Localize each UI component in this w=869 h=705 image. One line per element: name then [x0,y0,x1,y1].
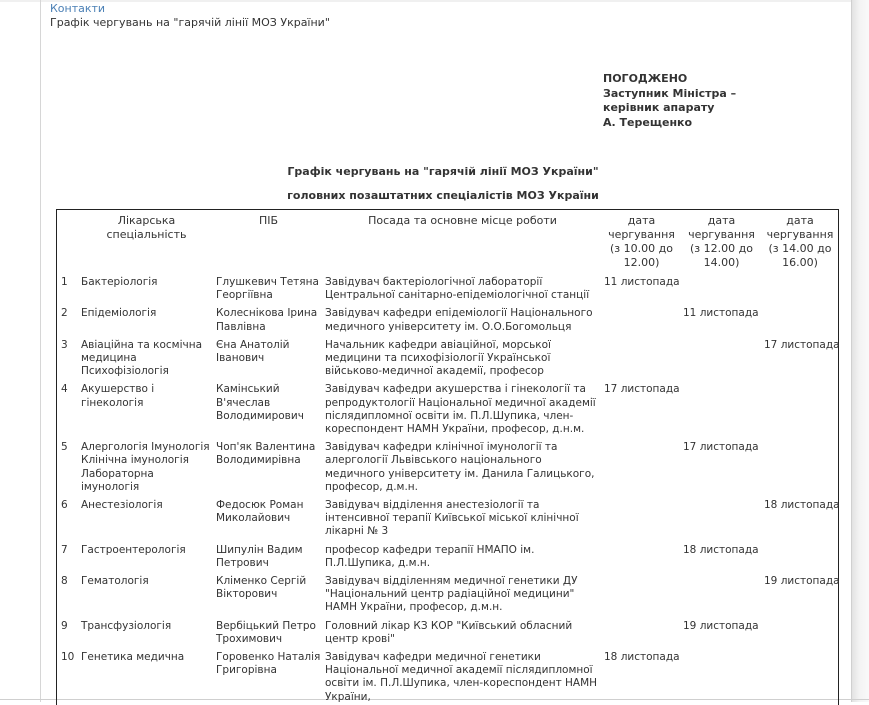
column-header-position: Посада та основне місце роботи [368,214,557,227]
table-row [57,540,839,571]
row-date-3 [762,437,839,495]
row-position: Завідувач кафедри акушерства і гінекології та репродуктології Національної медичної академії післядипломної освіти ім. П.Л.Шупика, член-кореспондент НАМН України, професор, д.н.м. [325,383,596,436]
row-date-1 [602,437,681,495]
row-specialty: Генетика медична [81,651,185,664]
approval-line: Заступник Міністра – [603,86,737,100]
row-position: Завідувач кафедри клінічної імунології та алергології Львівського національного медичного університету ім. Данила Галицького, професор, д.м.н. [325,441,595,493]
row-date-1 [602,540,681,571]
row-date-2: 11 листопада [683,307,759,320]
row-date-1 [602,571,681,616]
table-row [57,647,839,705]
table-row [57,616,839,647]
approval-block [603,72,736,130]
row-position: Завідувач кафедри епідеміології Національного медичного університету ім. О.О.Богомольця [325,307,593,333]
row-specialty: Авіаційна та космічна медицина Психофізіологія [81,338,203,378]
row-date-1 [602,616,681,647]
contacts-link[interactable]: Контакти [50,2,106,15]
row-name: Камінський В'ячеслав Володимирович [216,383,304,422]
row-specialty: Епідеміологія [81,307,157,320]
row-name: Горовенко Наталія Григорівна [216,651,321,677]
row-date-2 [681,272,762,303]
table-row [57,335,839,380]
row-date-3: 19 листопада [764,575,840,588]
column-header-date-2: дата чергування (з 12.00 до 14.00) [688,214,755,269]
page-top-edge [0,0,869,2]
row-date-1 [602,335,681,380]
table-row [57,495,839,540]
row-name: Кліменко Сергій Вікторович [216,575,307,601]
row-name: Вербіцький Петро Трохимович [216,619,316,645]
row-date-3: 18 листопада [764,499,840,512]
row-specialty: Гастроентерологія [81,543,186,556]
row-name: Глушкевич Тетяна Георгіївна [216,276,319,302]
row-date-3 [762,272,839,303]
row-date-3 [762,540,839,571]
row-date-3 [762,616,839,647]
row-date-2 [681,571,762,616]
row-position: Завідувач відділення анестезіології та інтенсивної терапії Київської міської клінічної лікарні № 3 [325,499,579,538]
row-position: Головний лікар КЗ КОР "Київський обласний центр крові" [325,619,573,645]
table-row [57,272,839,303]
row-name: Чоп'як Валентина Володимирівна [216,441,316,467]
row-date-2 [681,335,762,380]
row-date-2 [681,647,762,705]
row-number: 6 [61,499,68,512]
row-specialty: Анестезіологія [81,499,163,512]
row-date-1: 17 листопада [604,383,680,396]
row-number: 2 [61,307,68,320]
row-position: Завідувач кафедри медичної генетики Національної медичної академії післядипломної освіти ім. П.Л.Шупика, член-кореспондент НАМН України, [325,651,598,703]
row-name: Колеснікова Ірина Павлівна [216,307,318,333]
column-header-name: ПІБ [258,214,279,227]
right-scroll-gutter[interactable] [851,0,869,702]
row-date-1 [602,303,681,334]
page-subtitle: Графік чергувань на "гарячій лінії МОЗ України" [50,16,330,29]
row-position: Завідувач відділенням медичної генетики ДУ "Національний центр радіаційної медицини" НАМН України, професор, д.м.н. [325,575,578,614]
approval-line: керівник апарату [603,101,715,114]
column-header-date-3: дата чергування (з 14.00 до 16.00) [766,214,834,269]
table-row [57,303,839,334]
column-header-date-1: дата чергування (з 10.00 до 12.00) [608,214,675,269]
row-date-2: 19 листопада [683,619,759,632]
column-header-specialty: Лікарська спеціальність [106,214,187,241]
row-number: 4 [61,383,68,396]
row-date-3 [762,379,839,437]
row-specialty: Алергологія Імунологія Клінічна імунологія Лабораторна імунологія [81,441,210,493]
row-number: 8 [61,575,68,588]
row-specialty: Акушерство і гінекологія [81,383,155,409]
row-date-3: 17 листопада [764,338,840,351]
row-number: 7 [61,543,68,556]
table-row [57,379,839,437]
row-position: професор кафедри терапії НМАПО ім. П.Л.Шупика, д.м.н. [325,543,535,569]
approval-line: А. Терещенко [603,115,693,129]
row-number: 5 [61,441,68,454]
document-subtitle: головних позаштатних спеціалістів МОЗ України [287,189,599,202]
row-name: Шипулін Вадим Петрович [216,543,303,569]
row-date-1 [602,495,681,540]
row-name: Єна Анатолій Іванович [216,338,290,365]
content-left-border [40,0,41,702]
row-position: Завідувач бактеріологічної лабораторії Центральної санітарно-епідеміологічної станції [325,276,590,302]
row-number: 1 [61,276,68,288]
row-number: 3 [61,338,68,351]
row-specialty: Бактеріологія [81,276,158,288]
row-specialty: Гематологія [81,575,149,588]
row-specialty: Трансфузіологія [81,619,172,632]
row-date-2: 18 листопада [683,543,759,556]
row-number: 9 [61,619,68,632]
duty-schedule-table [56,209,839,705]
row-date-2: 17 листопада [683,441,759,454]
row-number: 10 [61,651,75,664]
row-date-2 [681,379,762,437]
table-row [57,437,839,495]
row-date-1: 11 листопада [604,276,680,288]
column-header-number [57,210,80,273]
table-header-row [57,210,839,273]
document-title: Графік чергувань на "гарячій лінії МОЗ України" [287,165,599,178]
row-name: Федосюк Роман Миколайович [216,499,304,525]
row-date-2 [681,495,762,540]
approval-line: ПОГОДЖЕНО [603,72,688,85]
row-date-3 [762,303,839,334]
row-date-1: 18 листопада [604,651,680,664]
table-row [57,571,839,616]
row-date-3 [762,647,839,705]
row-position: Начальник кафедри авіаційної, морської медицини та психофізіології Української військово-медичної академії, професор [325,338,551,378]
